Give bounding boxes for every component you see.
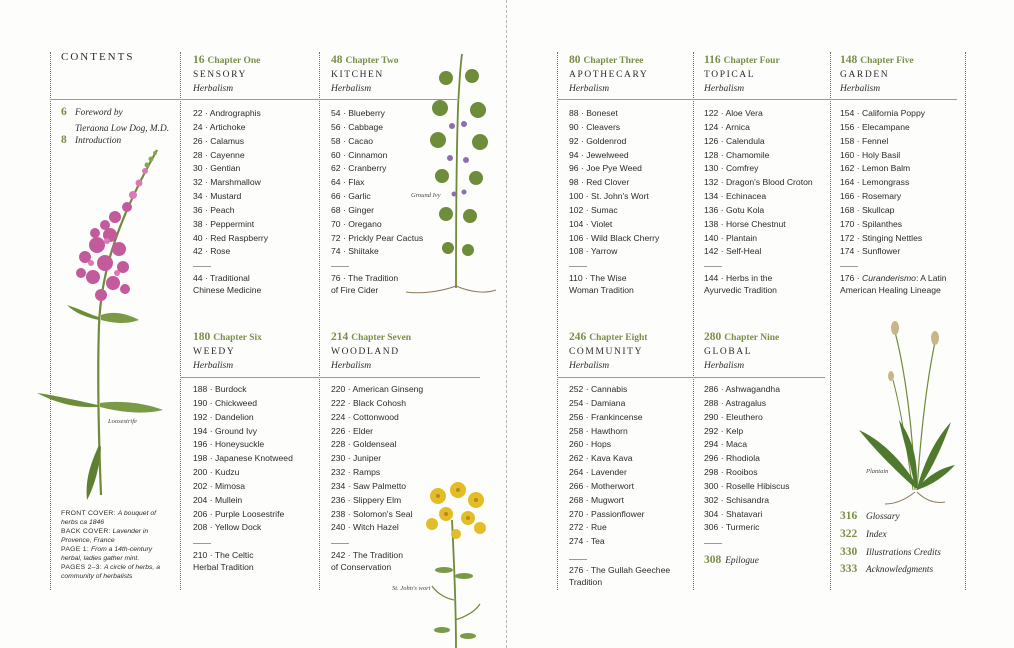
chapter-page: 48 xyxy=(331,54,343,66)
page-number: 333 xyxy=(840,563,858,576)
chapter-subtitle: Herbalism xyxy=(840,84,881,94)
credit-text: Lavender in Provence, France xyxy=(61,528,149,544)
chapter-label: Chapter Eight xyxy=(589,333,648,343)
entry-title: Acknowledgments xyxy=(866,565,934,576)
toc-entry[interactable]: 66 · Garlic xyxy=(331,191,371,202)
toc-entry[interactable]: 268 · Mugwort xyxy=(569,494,624,505)
toc-entry[interactable]: 254 · Damiana xyxy=(569,397,626,408)
chapter-five-header[interactable] xyxy=(840,51,914,96)
toc-entry[interactable]: 164 · Lemongrass xyxy=(840,177,910,188)
toc-entry-epilogue[interactable] xyxy=(704,548,759,567)
toc-entry[interactable]: 228 · Goldenseal xyxy=(331,439,397,450)
toc-entry[interactable]: 134 · Echinacea xyxy=(704,191,767,202)
tradition-line: 76 · The Tradition xyxy=(331,273,399,283)
toc-entry[interactable]: 302 · Schisandra xyxy=(704,494,769,505)
chapter-subtitle: Herbalism xyxy=(331,84,372,94)
credit-text: A circle of herbs, a community of herbalists xyxy=(61,564,160,580)
contents-title: CONTENTS xyxy=(61,51,135,63)
tradition-separator xyxy=(193,266,211,267)
credit-key: FRONT COVER: xyxy=(61,510,116,517)
header-rule xyxy=(557,377,825,378)
tradition-line: 110 · The Wise xyxy=(569,273,627,283)
chapter-label: Chapter Two xyxy=(345,56,399,66)
chapter-four-header[interactable] xyxy=(704,51,780,96)
toc-entry[interactable]: 260 · Hops xyxy=(569,439,612,450)
tradition-line: of Fire Cider xyxy=(331,284,379,295)
toc-entry[interactable]: 202 · Mimosa xyxy=(193,480,246,491)
toc-entry[interactable]: 142 · Self-Heal xyxy=(704,246,762,257)
chapter-nine-header[interactable] xyxy=(704,328,779,373)
toc-entry[interactable]: 298 · Rooibos xyxy=(704,467,758,478)
toc-entry[interactable]: 294 · Maca xyxy=(704,439,747,450)
chapter-name: GARDEN xyxy=(840,70,890,80)
chapter-subtitle: Herbalism xyxy=(704,84,745,94)
toc-entry[interactable]: 126 · Calendula xyxy=(704,135,765,146)
tradition-separator xyxy=(569,559,587,560)
chapter-three-entries xyxy=(569,107,659,259)
chapter-seven-entries xyxy=(331,383,423,535)
toc-entry[interactable]: 88 · Boneset xyxy=(569,108,618,118)
tradition-line: Tradition xyxy=(569,576,603,587)
page-gutter xyxy=(506,0,507,648)
toc-entry[interactable]: 234 · Saw Palmetto xyxy=(331,480,406,491)
toc-entry-tradition[interactable] xyxy=(569,273,634,296)
chapter-name: TOPICAL xyxy=(704,70,756,80)
toc-entry[interactable]: 270 · Passionflower xyxy=(569,508,645,519)
toc-entry[interactable]: 274 · Tea xyxy=(569,536,605,547)
toc-entry[interactable]: 70 · Oregano xyxy=(331,218,382,229)
chapter-subtitle: Herbalism xyxy=(193,84,234,94)
loosestrife-illustration xyxy=(35,145,170,500)
chapter-label: Chapter Six xyxy=(213,333,262,343)
credit-key: PAGE 1: xyxy=(61,546,90,553)
toc-entry[interactable]: 188 · Burdock xyxy=(193,384,247,394)
toc-entry[interactable]: 34 · Mustard xyxy=(193,191,242,202)
toc-entry[interactable]: 108 · Yarrow xyxy=(569,246,618,257)
toc-entry[interactable]: 30 · Gentian xyxy=(193,163,241,174)
toc-entry[interactable]: 28 · Cayenne xyxy=(193,149,245,160)
chapter-one-header[interactable] xyxy=(193,51,260,96)
chapter-name: COMMUNITY xyxy=(569,347,644,357)
toc-entry[interactable]: 96 · Joe Pye Weed xyxy=(569,163,642,174)
st-johns-wort-caption: St. John's wort xyxy=(392,585,431,592)
header-rule xyxy=(50,99,457,100)
toc-entry-index[interactable] xyxy=(840,525,941,543)
back-matter-list xyxy=(840,507,941,578)
toc-entry[interactable]: 90 · Cleavers xyxy=(569,121,621,132)
chapter-name: APOTHECARY xyxy=(569,70,649,80)
chapter-five-entries xyxy=(840,107,925,259)
entry-title: Illustrations Credits xyxy=(866,547,941,558)
toc-entry[interactable]: 60 · Cinnamon xyxy=(331,149,388,160)
tradition-separator xyxy=(193,543,211,544)
toc-entry[interactable]: 286 · Ashwagandha xyxy=(704,384,780,394)
tradition-separator xyxy=(704,266,722,267)
chapter-subtitle: Herbalism xyxy=(193,361,234,371)
toc-entry[interactable]: 220 · American Ginseng xyxy=(331,384,424,394)
credit-key: PAGES 2–3: xyxy=(61,564,103,571)
toc-entry-glossary[interactable] xyxy=(840,507,941,525)
ground-ivy-caption: Ground Ivy xyxy=(411,192,441,199)
toc-entry[interactable]: 170 · Spilanthes xyxy=(840,218,903,229)
toc-entry[interactable]: 154 · California Poppy xyxy=(840,108,926,118)
toc-entry[interactable]: 230 · Juniper xyxy=(331,453,382,464)
tradition-separator xyxy=(331,543,349,544)
toc-entry[interactable]: 74 · Shiitake xyxy=(331,246,379,257)
toc-entry[interactable]: 306 · Turmeric xyxy=(704,522,760,533)
tradition-separator xyxy=(331,266,349,267)
toc-entry[interactable]: 130 · Comfrey xyxy=(704,163,759,174)
toc-entry[interactable]: 42 · Rose xyxy=(193,246,231,257)
tradition-line: of Conservation xyxy=(331,561,392,572)
toc-entry[interactable]: 206 · Purple Loosestrife xyxy=(193,508,285,519)
toc-entry[interactable]: 64 · Flax xyxy=(331,177,365,188)
ground-ivy-illustration xyxy=(400,48,500,298)
toc-entry[interactable]: 132 · Dragon's Blood Croton xyxy=(704,177,813,188)
toc-entry[interactable]: 290 · Eleuthero xyxy=(704,411,763,422)
toc-entry[interactable]: 288 · Astragalus xyxy=(704,397,767,408)
toc-entry[interactable]: 168 · Skullcap xyxy=(840,204,895,215)
toc-entry-tradition[interactable] xyxy=(331,273,398,296)
cover-credits xyxy=(61,509,173,581)
page-number: 330 xyxy=(840,545,858,558)
tradition-line: Chinese Medicine xyxy=(193,284,262,295)
chapter-seven-header[interactable] xyxy=(331,328,411,373)
tradition-line: 276 · The Gullah Geechee xyxy=(569,565,671,575)
toc-entry[interactable]: 26 · Calamus xyxy=(193,135,245,146)
toc-entry[interactable]: 172 · Stinging Nettles xyxy=(840,232,923,243)
page-number: 308 xyxy=(704,554,722,566)
toc-entry[interactable]: 62 · Cranberry xyxy=(331,163,387,174)
toc-entry[interactable]: 226 · Elder xyxy=(331,425,374,436)
toc-entry[interactable]: 208 · Yellow Dock xyxy=(193,522,262,533)
toc-entry[interactable]: 140 · Plantain xyxy=(704,232,758,243)
toc-entry[interactable]: 24 · Artichoke xyxy=(193,121,246,132)
toc-entry[interactable]: 160 · Holy Basil xyxy=(840,149,901,160)
toc-entry[interactable]: 238 · Solomon's Seal xyxy=(331,508,413,519)
toc-entry-tradition[interactable] xyxy=(704,273,777,296)
toc-entry[interactable]: 136 · Gotu Kola xyxy=(704,204,765,215)
column-divider xyxy=(830,52,831,590)
toc-entry-illustrations-credits[interactable] xyxy=(840,543,941,561)
column-divider xyxy=(180,52,181,590)
page-number: 322 xyxy=(840,527,858,540)
chapter-one-entries xyxy=(193,107,268,259)
column-divider xyxy=(693,52,694,590)
toc-entry[interactable]: 124 · Arnica xyxy=(704,121,750,132)
chapter-name: GLOBAL xyxy=(704,347,753,357)
tradition-line: 44 · Traditional xyxy=(193,273,250,283)
toc-entry[interactable]: 36 · Peach xyxy=(193,204,235,215)
toc-entry[interactable]: 54 · Blueberry xyxy=(331,108,385,118)
toc-entry[interactable]: 190 · Chickweed xyxy=(193,397,258,408)
chapter-page: 116 xyxy=(704,54,721,66)
chapter-four-entries xyxy=(704,107,813,259)
toc-entry[interactable]: 72 · Prickly Pear Cactus xyxy=(331,232,424,243)
tradition-line: 242 · The Tradition xyxy=(331,550,403,560)
credit-text: A bouquet of herbs ca 1846 xyxy=(61,510,157,526)
chapter-label: Chapter Nine xyxy=(724,333,780,343)
page-number: 316 xyxy=(840,510,858,522)
column-divider xyxy=(319,52,320,590)
chapter-page: 280 xyxy=(704,331,722,343)
plantain-illustration xyxy=(855,310,955,505)
st-johns-wort-illustration xyxy=(418,480,493,648)
toc-entry[interactable]: 304 · Shatavari xyxy=(704,508,763,519)
toc-entry[interactable]: 192 · Dandelion xyxy=(193,411,254,422)
toc-entry[interactable]: 258 · Hawthorn xyxy=(569,425,628,436)
tradition-separator xyxy=(704,543,722,544)
toc-entry[interactable]: 262 · Kava Kava xyxy=(569,453,633,464)
toc-entry[interactable]: 300 · Roselle Hibiscus xyxy=(704,480,790,491)
toc-entry[interactable]: 204 · Mullein xyxy=(193,494,243,505)
toc-entry[interactable]: 32 · Marshmallow xyxy=(193,177,261,188)
chapter-label: Chapter Seven xyxy=(351,333,411,343)
toc-entry[interactable]: 100 · St. John's Wort xyxy=(569,191,649,202)
chapter-six-header[interactable] xyxy=(193,328,262,373)
chapter-page: 180 xyxy=(193,331,211,343)
toc-entry[interactable]: 194 · Ground Ivy xyxy=(193,425,258,436)
credit-key: BACK COVER: xyxy=(61,528,111,535)
chapter-nine-entries xyxy=(704,383,790,535)
toc-entry[interactable]: 200 · Kudzu xyxy=(193,467,240,478)
toc-entry[interactable]: 22 · Andrographis xyxy=(193,108,261,118)
entry-title: Epilogue xyxy=(725,556,759,566)
toc-entry[interactable]: 104 · Violet xyxy=(569,218,613,229)
toc-entry[interactable]: 58 · Cacao xyxy=(331,135,374,146)
toc-entry[interactable]: 128 · Chamomile xyxy=(704,149,770,160)
toc-entry[interactable]: 292 · Kelp xyxy=(704,425,744,436)
chapter-six-entries xyxy=(193,383,293,535)
toc-entry[interactable]: 252 · Cannabis xyxy=(569,384,628,394)
chapter-subtitle: Herbalism xyxy=(331,361,372,371)
toc-entry-tradition[interactable] xyxy=(569,565,670,588)
toc-entry[interactable]: 106 · Wild Black Cherry xyxy=(569,232,660,243)
chapter-page: 16 xyxy=(193,54,205,66)
chapter-label: Chapter Four xyxy=(723,56,780,66)
tradition-line: : A Latin xyxy=(915,273,947,283)
toc-entry[interactable]: 224 · Cottonwood xyxy=(331,411,399,422)
chapter-three-header[interactable] xyxy=(569,51,648,96)
plantain-caption: Plantain xyxy=(866,468,889,475)
toc-entry[interactable]: 198 · Japanese Knotweed xyxy=(193,453,293,464)
chapter-eight-header[interactable] xyxy=(569,328,647,373)
toc-entry[interactable]: 272 · Rue xyxy=(569,522,607,533)
toc-entry[interactable]: 162 · Lemon Balm xyxy=(840,163,911,174)
tradition-line: Ayurvedic Tradition xyxy=(704,284,777,295)
chapter-page: 148 xyxy=(840,54,858,66)
chapter-name: WOODLAND xyxy=(331,347,400,357)
tradition-line: Herbal Tradition xyxy=(193,561,254,572)
toc-entry[interactable]: 98 · Red Clover xyxy=(569,177,630,188)
toc-entry-tradition[interactable] xyxy=(193,550,254,573)
chapter-label: Chapter Five xyxy=(860,56,914,66)
toc-entry-tradition[interactable] xyxy=(193,273,261,296)
chapter-subtitle: Herbalism xyxy=(569,361,610,371)
chapter-subtitle: Herbalism xyxy=(704,361,745,371)
toc-entry[interactable]: 138 · Horse Chestnut xyxy=(704,218,786,229)
toc-entry[interactable]: 222 · Black Cohosh xyxy=(331,397,406,408)
toc-entry[interactable]: 256 · Frankincense xyxy=(569,411,643,422)
toc-entry-tradition[interactable] xyxy=(840,273,947,296)
toc-entry[interactable]: 264 · Lavender xyxy=(569,467,627,478)
chapter-name: WEEDY xyxy=(193,347,236,357)
header-rule xyxy=(180,377,480,378)
toc-entry[interactable]: 236 · Slippery Elm xyxy=(331,494,402,505)
toc-entry[interactable]: 240 · Witch Hazel xyxy=(331,522,399,533)
tradition-separator xyxy=(569,266,587,267)
chapter-page: 246 xyxy=(569,331,587,343)
chapter-subtitle: Herbalism xyxy=(569,84,610,94)
tradition-line: 176 · xyxy=(840,273,862,283)
page-number: 8 xyxy=(61,134,67,146)
tradition-line: American Healing Lineage xyxy=(840,284,941,295)
toc-entry[interactable]: 196 · Honeysuckle xyxy=(193,439,265,450)
toc-entry[interactable]: 122 · Aloe Vera xyxy=(704,108,763,118)
toc-entry[interactable]: 68 · Ginger xyxy=(331,204,374,215)
toc-entry[interactable]: 158 · Fennel xyxy=(840,135,889,146)
entry-title: Introduction xyxy=(75,136,122,146)
toc-entry[interactable]: 232 · Ramps xyxy=(331,467,381,478)
tradition-line: Woman Tradition xyxy=(569,284,634,295)
chapter-name: KITCHEN xyxy=(331,70,384,80)
tradition-line: 210 · The Celtic xyxy=(193,550,254,560)
toc-entry[interactable]: 296 · Rhodiola xyxy=(704,453,760,464)
chapter-eight-entries xyxy=(569,383,644,549)
column-divider xyxy=(557,52,558,590)
chapter-page: 80 xyxy=(569,54,581,66)
chapter-page: 214 xyxy=(331,331,349,343)
chapter-label: Chapter Three xyxy=(583,56,644,66)
toc-entry[interactable]: 156 · Elecampane xyxy=(840,121,910,132)
toc-entry[interactable]: 174 · Sunflower xyxy=(840,246,901,257)
toc-entry[interactable]: 166 · Rosemary xyxy=(840,191,902,202)
toc-entry-acknowledgments[interactable] xyxy=(840,560,941,578)
entry-title: Foreword by xyxy=(75,108,123,118)
chapter-label: Chapter One xyxy=(207,56,261,66)
loosestrife-caption: Loosestrife xyxy=(108,418,137,425)
header-rule xyxy=(557,99,957,100)
entry-title: Index xyxy=(866,529,887,540)
entry-title: Glossary xyxy=(866,512,900,522)
toc-entry[interactable]: 56 · Cabbage xyxy=(331,121,384,132)
tradition-separator xyxy=(840,266,858,267)
toc-entry[interactable]: 38 · Peppermint xyxy=(193,218,255,229)
chapter-name: SENSORY xyxy=(193,70,247,80)
toc-entry[interactable]: 40 · Red Raspberry xyxy=(193,232,268,243)
chapter-two-header[interactable] xyxy=(331,51,399,96)
toc-entry[interactable]: 92 · Goldenrod xyxy=(569,135,627,146)
toc-entry[interactable]: 266 · Motherwort xyxy=(569,480,634,491)
column-divider xyxy=(965,52,966,590)
toc-entry[interactable]: 94 · Jewelweed xyxy=(569,149,629,160)
toc-entry[interactable]: 102 · Sumac xyxy=(569,204,618,215)
entry-title: Tieraona Low Dog, M.D. xyxy=(75,124,170,134)
tradition-line: 144 · Herbs in the xyxy=(704,273,773,283)
credit-text: From a 14th-century herbal, ladies gather mint. xyxy=(61,546,153,562)
page-number: 6 xyxy=(61,106,67,118)
toc-entry-tradition[interactable] xyxy=(331,550,403,573)
tradition-line: Curanderismo xyxy=(861,273,916,283)
